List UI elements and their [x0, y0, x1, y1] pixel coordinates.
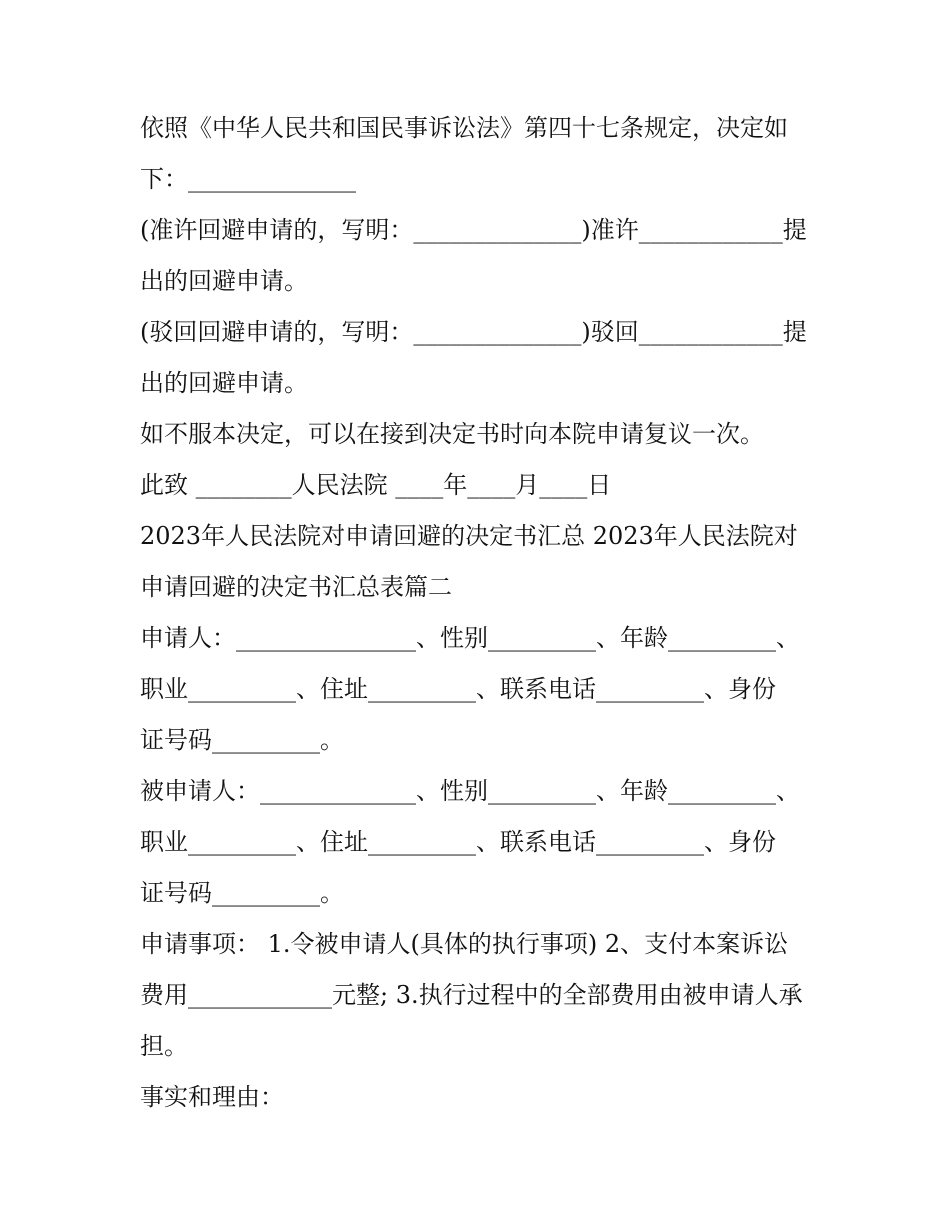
text-line: 担。 — [140, 1032, 188, 1060]
text-line: 出的回避申请。 — [140, 369, 308, 397]
text-line: 被申请人：_____________、性别_________、年龄_________、 — [140, 777, 800, 805]
text-line: 如不服本决定，可以在接到决定书时向本院申请复议一次。 — [140, 420, 764, 448]
text-line: 出的回避申请。 — [140, 267, 308, 295]
text-line: 事实和理由： — [140, 1083, 284, 1111]
text-line: (准许回避申请的，写明：______________)准许____________提 — [140, 216, 807, 244]
text-line: 申请人：_______________、性别_________、年龄_________、 — [140, 624, 800, 652]
document-page — [140, 103, 820, 1123]
text-line: 依照《中华人民共和国民事诉讼法》第四十七条规定，决定如 — [140, 114, 788, 142]
text-line: 下：______________ — [140, 165, 356, 193]
text-line: 职业_________、住址_________、联系电话_________、身份 — [140, 675, 776, 703]
text-line: 证号码_________。 — [140, 726, 344, 754]
text-line: 此致 ________人民法院 ____年____月____日 — [140, 471, 612, 499]
text-line: 2023年人民法院对申请回避的决定书汇总 2023年人民法院对 — [140, 522, 798, 550]
text-line: (驳回回避申请的，写明：______________)驳回____________提 — [140, 318, 807, 346]
text-line: 申请回避的决定书汇总表篇二 — [140, 573, 452, 601]
text-line: 费用____________元整; 3.执行过程中的全部费用由被申请人承 — [140, 981, 803, 1009]
text-line: 职业_________、住址_________、联系电话_________、身份 — [140, 828, 776, 856]
text-line: 证号码_________。 — [140, 879, 344, 907]
text-line: 申请事项： 1.令被申请人(具体的执行事项) 2、支付本案诉讼 — [140, 930, 789, 958]
